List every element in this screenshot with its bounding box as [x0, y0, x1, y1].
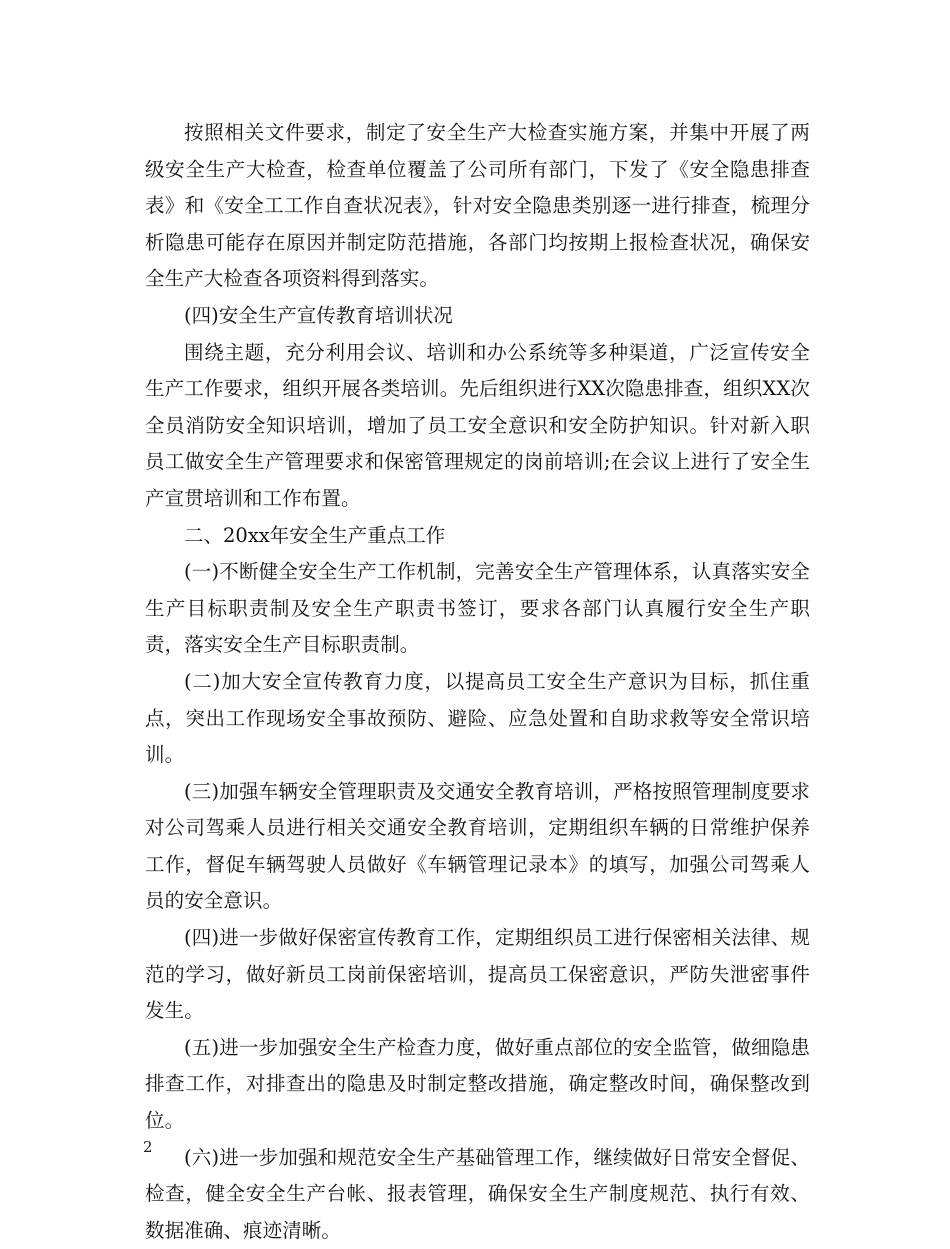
page-number: 2 — [143, 1138, 153, 1156]
section-heading-key-work: 二、20xx年安全生产重点工作 — [184, 523, 446, 547]
section-heading-training: (四)安全生产宣传教育培训状况 — [184, 303, 453, 327]
document-body — [145, 115, 810, 1249]
paragraph-inspection: 按照相关文件要求，制定了安全生产大检查实施方案，并集中开展了两级安全生产大检查，检查单位覆盖了公司所有部门，下发了《安全隐患排查表》和《安全工工作自查状况表》，针对安全隐患类别逐一进行排查，梳理分析隐患可能存在原因并制定防范措施，各部门均按期上报检查状况，确保安全生产大检查各项资料得到落实。 — [145, 121, 810, 291]
paragraph-key-work-3: (三)加强车辆安全管理职责及交通安全教育培训，严格按照管理制度要求对公司驾乘人员进行相关交通安全教育培训，定期组织车辆的日常维护保养工作，督促车辆驾驶人员做好《车辆管理记录本》的填写，加强公司驾乘人员的安全意识。 — [145, 779, 810, 913]
paragraph-key-work-4: (四)进一步做好保密宣传教育工作，定期组织员工进行保密相关法律、规范的学习，做好新员工岗前保密培训，提高员工保密意识，严防失泄密事件发生。 — [145, 926, 810, 1023]
paragraph-key-work-2: (二)加大安全宣传教育力度，以提高员工安全生产意识为目标，抓住重点，突出工作现场安全事故预防、避险、应急处置和自助求救等安全常识培训。 — [145, 669, 810, 767]
paragraph-key-work-5: (五)进一步加强安全生产检查力度，做好重点部位的安全监管，做细隐患排查工作，对排查出的隐患及时制定整改措施，确定整改时间，确保整改到位。 — [145, 1035, 810, 1133]
paragraph-key-work-1: (一)不断健全安全生产工作机制，完善安全生产管理体系，认真落实安全生产目标职责制及安全生产职责书签订，要求各部门认真履行安全生产职责，落实安全生产目标职责制。 — [145, 560, 810, 657]
paragraph-training: 围绕主题，充分利用会议、培训和办公系统等多种渠道，广泛宣传安全生产工作要求，组织开展各类培训。先后组织进行XX次隐患排查，组织XX次全员消防安全知识培训，增加了员工安全意识和安全防护知识。针对新入职员工做安全生产管理要求和保密管理规定的岗前培训;在会议上进行了安全生产宣贯培训和工作布置。 — [145, 340, 810, 510]
paragraph-key-work-6: (六)进一步加强和规范安全生产基础管理工作，继续做好日常安全督促、检查，健全安全生产台帐、报表管理，确保安全生产制度规范、执行有效、数据准确、痕迹清晰。 — [145, 1145, 810, 1242]
